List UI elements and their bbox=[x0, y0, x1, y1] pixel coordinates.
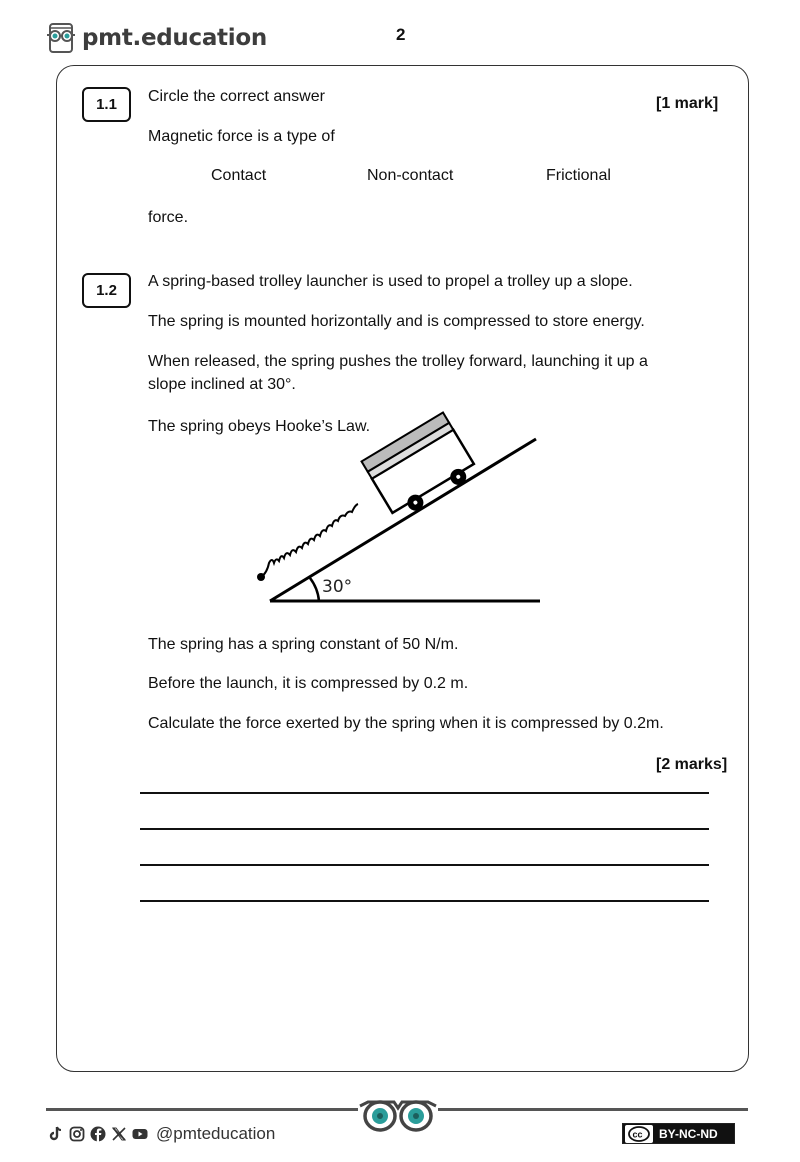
question-paragraph: Before the launch, it is compressed by 0.2 m. bbox=[148, 675, 469, 692]
instagram-icon[interactable] bbox=[69, 1126, 85, 1142]
answer-option-contact[interactable]: Contact bbox=[211, 167, 267, 184]
question-number-box: 1.1 bbox=[82, 87, 131, 122]
question-paragraph: slope inclined at 30°. bbox=[148, 376, 296, 393]
angle-label: 30° bbox=[322, 577, 353, 597]
answer-option-frictional[interactable]: Frictional bbox=[546, 167, 611, 184]
question-instruction: Circle the correct answer bbox=[148, 88, 325, 105]
tiktok-icon[interactable] bbox=[48, 1126, 64, 1142]
question-paragraph: A spring-based trolley launcher is used to propel a trolley up a slope. bbox=[148, 273, 633, 290]
glasses-eyes-icon bbox=[358, 1098, 438, 1136]
question-suffix: force. bbox=[148, 209, 189, 226]
question-stem: Magnetic force is a type of bbox=[148, 128, 335, 145]
facebook-icon[interactable] bbox=[90, 1126, 106, 1142]
page-number: 2 bbox=[396, 25, 406, 44]
marks-label: [2 marks] bbox=[656, 756, 728, 773]
brand-name: pmt.education bbox=[82, 25, 267, 51]
youtube-icon[interactable] bbox=[132, 1126, 148, 1142]
social-handle[interactable]: @pmteducation bbox=[156, 1124, 276, 1143]
question-paragraph: When released, the spring pushes the trolley forward, launching it up a bbox=[148, 353, 648, 370]
answer-line[interactable] bbox=[140, 900, 709, 902]
trolley bbox=[362, 413, 480, 523]
book-glasses-logo-icon bbox=[46, 22, 76, 54]
question-paragraph: The spring obeys Hooke’s Law. bbox=[148, 418, 371, 435]
answer-line[interactable] bbox=[140, 792, 709, 794]
question-paragraph: The spring is mounted horizontally and is compressed to store energy. bbox=[148, 313, 645, 330]
angle-arc bbox=[310, 578, 319, 601]
creative-commons-icon bbox=[625, 1125, 653, 1143]
x-icon[interactable] bbox=[111, 1126, 127, 1142]
answer-line[interactable] bbox=[140, 828, 709, 830]
answer-line[interactable] bbox=[140, 864, 709, 866]
question-task: Calculate the force exerted by the spring when it is compressed by 0.2m. bbox=[148, 715, 664, 732]
svg-text:cc: cc bbox=[632, 1129, 643, 1139]
question-number-box: 1.2 bbox=[82, 273, 131, 308]
trolley-slope-diagram bbox=[240, 410, 580, 630]
marks-label: [1 mark] bbox=[656, 95, 719, 112]
question-paragraph: The spring has a spring constant of 50 N/m. bbox=[148, 636, 459, 653]
license-text: BY-NC-ND bbox=[659, 1126, 718, 1141]
brand-logo bbox=[46, 22, 267, 54]
social-links bbox=[48, 1124, 275, 1144]
license-badge[interactable] bbox=[622, 1123, 735, 1144]
spring-coil bbox=[261, 504, 358, 577]
answer-option-non-contact[interactable]: Non-contact bbox=[367, 167, 454, 184]
